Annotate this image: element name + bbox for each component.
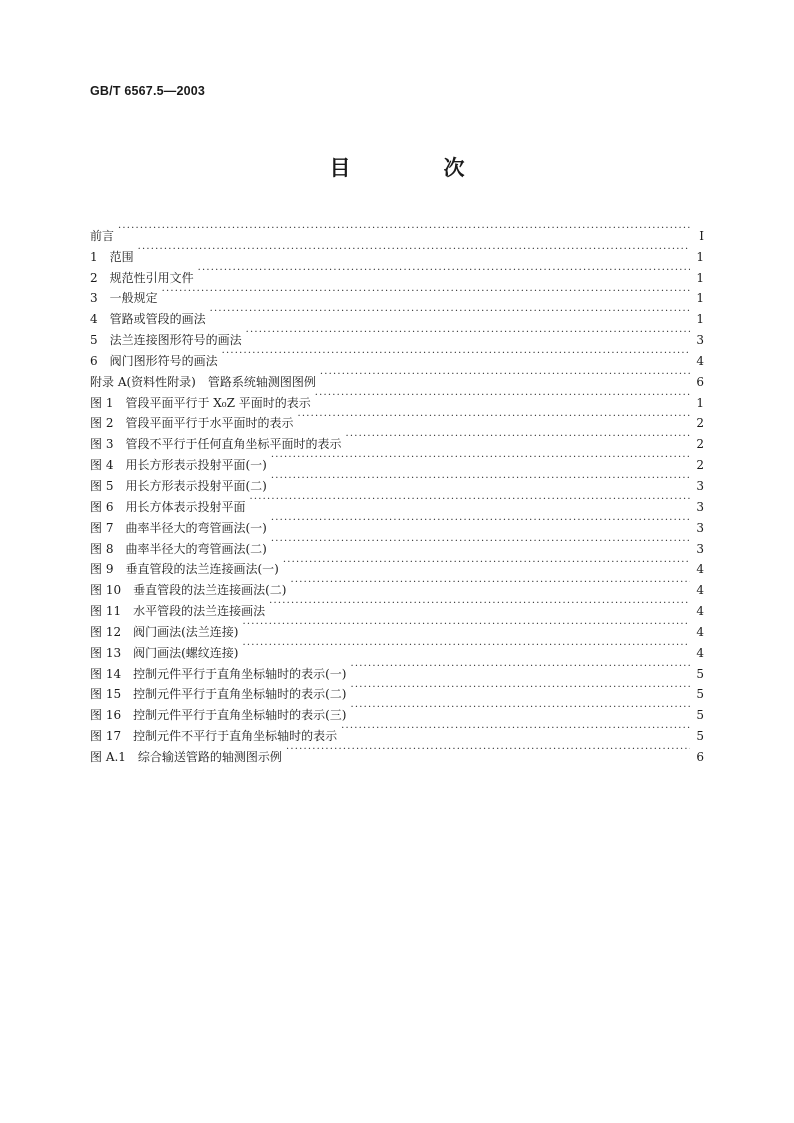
toc-entry-label: 4 管路或管段的画法 bbox=[90, 312, 206, 327]
toc-entry-page-number: 5 bbox=[696, 666, 704, 681]
toc-dot-leader bbox=[271, 532, 690, 553]
toc-entry-label: 图 3 管段不平行于任何直角坐标平面时的表示 bbox=[90, 437, 342, 452]
toc-entry[interactable] bbox=[90, 302, 704, 327]
toc-dot-leader bbox=[350, 657, 690, 678]
toc-entry-page-number: 4 bbox=[696, 624, 704, 639]
toc-entry-page-number: I bbox=[699, 228, 704, 243]
toc-dot-leader bbox=[269, 594, 690, 615]
toc-dot-leader bbox=[345, 427, 690, 448]
toc-dot-leader bbox=[350, 698, 690, 719]
toc-entry-label: 图 6 用长方体表示投射平面 bbox=[90, 499, 246, 514]
toc-entry-page-number: 3 bbox=[696, 520, 704, 535]
toc-entry-page-number: 2 bbox=[696, 416, 704, 431]
toc-entry-label: 6 阀门图形符号的画法 bbox=[90, 353, 218, 368]
toc-entry-page-number: 3 bbox=[696, 499, 704, 514]
toc-entry-page-number: 1 bbox=[696, 395, 704, 410]
toc-dot-leader bbox=[242, 636, 690, 657]
toc-dot-leader bbox=[242, 615, 690, 636]
toc-entry-page-number: 2 bbox=[696, 437, 704, 452]
toc-entry-page-number: 4 bbox=[696, 604, 704, 619]
toc-dot-leader bbox=[138, 240, 690, 261]
toc-entry-label: 1 范围 bbox=[90, 249, 134, 264]
toc-dot-leader bbox=[320, 365, 690, 386]
toc-entry-page-number: 3 bbox=[696, 541, 704, 556]
toc-entry-label: 5 法兰连接图形符号的画法 bbox=[90, 333, 242, 348]
toc-entry-label: 图 8 曲率半径大的弯管画法(二) bbox=[90, 541, 267, 556]
toc-entry-page-number: 4 bbox=[696, 353, 704, 368]
toc-entry-page-number: 5 bbox=[696, 708, 704, 723]
toc-entry[interactable] bbox=[90, 219, 704, 243]
toc-dot-leader bbox=[271, 448, 690, 469]
toc-dot-leader bbox=[350, 678, 690, 699]
toc-entry-label: 图 16 控制元件平行于直角坐标轴时的表示(三) bbox=[90, 708, 347, 723]
toc-entry-label: 图 4 用长方形表示投射平面(一) bbox=[90, 458, 267, 473]
toc-entry-label: 图 1 管段平面平行于 X₀Z 平面时的表示 bbox=[90, 395, 311, 410]
toc-entry-page-number: 1 bbox=[696, 249, 704, 264]
toc-entry-page-number: 5 bbox=[696, 687, 704, 702]
toc-dot-leader bbox=[283, 553, 690, 574]
toc-dot-leader bbox=[162, 282, 690, 303]
toc-entry-page-number: 4 bbox=[696, 583, 704, 598]
toc-entry-label: 图 13 阀门画法(螺纹连接) bbox=[90, 645, 239, 660]
toc-entry-label: 图 7 曲率半径大的弯管画法(一) bbox=[90, 520, 267, 535]
table-of-contents bbox=[90, 219, 704, 764]
toc-entry[interactable] bbox=[90, 282, 704, 306]
toc-dot-leader bbox=[271, 469, 690, 490]
toc-entry-label: 图 2 管段平面平行于水平面时的表示 bbox=[90, 416, 294, 431]
toc-entry-label: 图 15 控制元件平行于直角坐标轴时的表示(二) bbox=[90, 687, 347, 702]
toc-dot-leader bbox=[210, 302, 690, 323]
toc-entry-label: 图 12 阀门画法(法兰连接) bbox=[90, 624, 239, 639]
toc-entry-page-number: 4 bbox=[696, 562, 704, 577]
toc-dot-leader bbox=[290, 573, 690, 594]
toc-dot-leader bbox=[341, 719, 690, 740]
toc-dot-leader bbox=[297, 407, 690, 428]
toc-dot-leader bbox=[286, 740, 690, 761]
toc-entry-label: 图 9 垂直管段的法兰连接画法(一) bbox=[90, 562, 279, 577]
toc-dot-leader bbox=[198, 261, 690, 282]
toc-dot-leader bbox=[118, 219, 690, 240]
toc-entry-page-number: 1 bbox=[696, 291, 704, 306]
toc-entry-page-number: 1 bbox=[696, 270, 704, 285]
toc-entry-label: 3 一般规定 bbox=[90, 291, 158, 306]
toc-dot-leader bbox=[249, 490, 690, 511]
toc-dot-leader bbox=[246, 323, 690, 344]
toc-entry-page-number: 4 bbox=[696, 645, 704, 660]
toc-entry-label: 图 5 用长方形表示投射平面(二) bbox=[90, 478, 267, 493]
document-code: GB/T 6567.5—2003 bbox=[90, 84, 206, 98]
toc-entry[interactable] bbox=[90, 261, 704, 285]
toc-entry-label: 2 规范性引用文件 bbox=[90, 270, 194, 285]
toc-entry-page-number: 6 bbox=[696, 749, 704, 764]
toc-dot-leader bbox=[271, 511, 690, 532]
toc-entry-page-number: 2 bbox=[696, 458, 704, 473]
toc-dot-leader bbox=[315, 386, 690, 407]
toc-entry-label: 图 A.1 综合输送管路的轴测图示例 bbox=[90, 749, 282, 764]
toc-entry-page-number: 3 bbox=[696, 478, 704, 493]
toc-entry-page-number: 1 bbox=[696, 312, 704, 327]
toc-entry-page-number: 3 bbox=[696, 333, 704, 348]
toc-entry-label: 图 14 控制元件平行于直角坐标轴时的表示(一) bbox=[90, 666, 347, 681]
toc-entry-label: 附录 A(资料性附录) 管路系统轴测图图例 bbox=[90, 374, 316, 389]
toc-entry[interactable] bbox=[90, 240, 704, 264]
toc-entry-page-number: 6 bbox=[696, 374, 704, 389]
toc-entry-label: 图 10 垂直管段的法兰连接画法(二) bbox=[90, 583, 287, 598]
toc-entry-label: 图 17 控制元件不平行于直角坐标轴时的表示 bbox=[90, 729, 338, 744]
page-title: 目 次 bbox=[329, 155, 501, 180]
toc-entry-page-number: 5 bbox=[696, 729, 704, 744]
toc-entry-label: 图 11 水平管段的法兰连接画法 bbox=[90, 604, 266, 619]
toc-dot-leader bbox=[222, 344, 690, 365]
toc-entry-label: 前言 bbox=[90, 228, 115, 243]
